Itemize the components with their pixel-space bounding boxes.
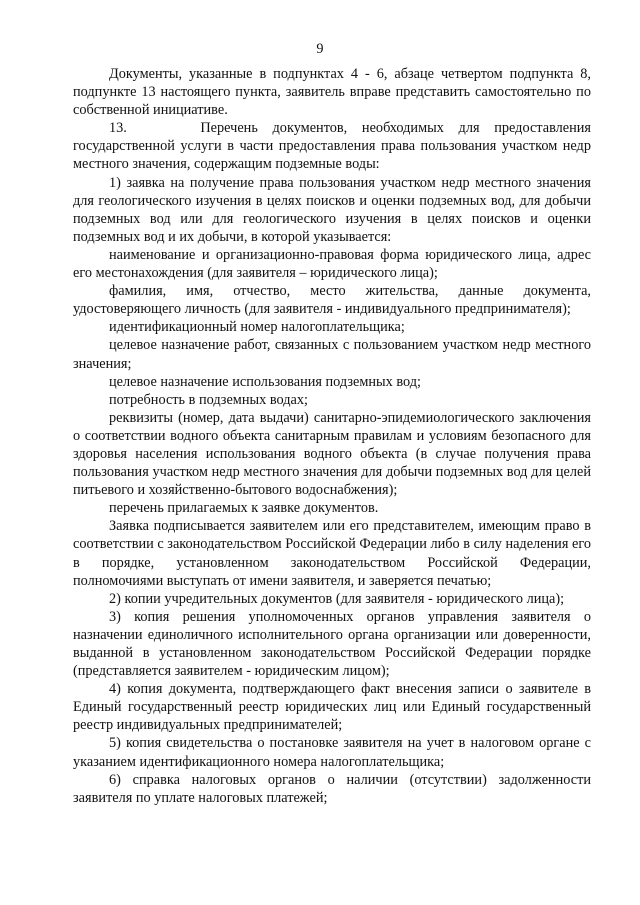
paragraph: 5) копия свидетельства о постановке заявителя на учет в налоговом органе с указанием идентификационного номера налогоплательщика;: [73, 735, 591, 770]
paragraph: 6) справка налоговых органов о наличии (отсутствии) задолженности заявителя по уплате налоговых платежей;: [73, 771, 591, 806]
paragraph: Документы, указанные в подпунктах 4 - 6, абзаце четвертом подпункта 8, подпункте 13 настоящего пункта, заявитель вправе представить самостоятельно по собственной инициативе.: [73, 66, 591, 119]
paragraph: 3) копия решения уполномоченных органов управления заявителя о назначении единоличного исполнительного органа организации или доверенности, выданной в установленном законодательством Российской Федерации порядке (представляется заявителем - юридическим лицом);: [73, 608, 591, 680]
paragraph: реквизиты (номер, дата выдачи) санитарно-эпидемиологического заключения о соответствии водного объекта санитарным правилам и условиям безопасного для здоровья населения использования водного объекта (в случае получения права пользования участком недр местного значения для добычи подземных вод для целей питьевого и хозяйственно-бытового водоснабжения);: [73, 409, 591, 499]
paragraph: потребность в подземных водах;: [109, 391, 308, 408]
paragraph: Заявка подписывается заявителем или его представителем, имеющим право в соответствии с законодательством Российской Федерации либо в силу наделения его в порядке, установленном законодательством Российской Федерации, полномочиями выступать от имени заявителя, и заверяется печатью;: [73, 518, 591, 589]
paragraph: идентификационный номер налогоплательщика;: [109, 319, 405, 336]
paragraph: фамилия, имя, отчество, место жительства, данные документа, удостоверяющего личность (для заявителя - индивидуального предпринимателя);: [73, 283, 591, 318]
document-body: [73, 65, 591, 807]
paragraph: 13. Перечень документов, необходимых для предоставления государственной услуги в части предоставления права пользования участком недр местного значения, содержащим подземные воды:: [73, 120, 591, 173]
paragraph: 1) заявка на получение права пользования участком недр местного значения для геологического изучения в целях поисков и оценки подземных вод, для добычи подземных вод или для геологического изучения в целях поисков и оценки подземных вод и их добычи, в которой указывается:: [73, 174, 591, 245]
paragraph: целевое назначение работ, связанных с пользованием участком недр местного значения;: [73, 337, 591, 372]
page-number: 9: [316, 41, 324, 57]
paragraph: 2) копии учредительных документов (для заявителя - юридического лица);: [109, 590, 565, 607]
paragraph: 4) копия документа, подтверждающего факт внесения записи о заявителе в Единый государственный реестр юридических лиц или Единый государственный реестр индивидуальных предпринимателей;: [73, 681, 591, 734]
paragraph: перечень прилагаемых к заявке документов.: [109, 500, 379, 517]
paragraph: наименование и организационно-правовая форма юридического лица, адрес его местонахождения (для заявителя – юридического лица);: [73, 246, 591, 282]
paragraph: целевое назначение использования подземных вод;: [109, 373, 422, 390]
